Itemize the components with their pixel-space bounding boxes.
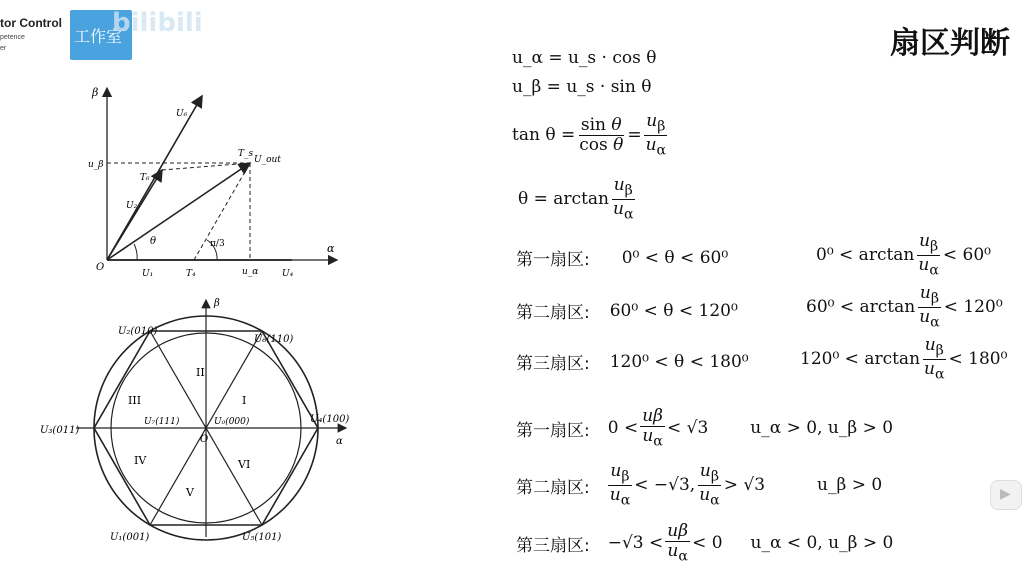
- u2-label: U₂: [126, 201, 138, 211]
- u2-vector-label: U₂(010): [118, 326, 158, 337]
- sector-6-label: VI: [238, 458, 251, 471]
- arctan-range-fraction: $\frac{u_\beta}{u_\alpha}$: [918, 231, 939, 279]
- ualpha-label: u_α: [242, 267, 259, 277]
- sector-theta-row-1: [516, 245, 728, 270]
- arctan-fraction: $\frac{u_\beta}{u_\alpha}$: [613, 175, 634, 223]
- arctan-left: 0⁰ < arctan: [816, 245, 915, 266]
- sector-1-label: I: [242, 394, 247, 407]
- bilibili-watermark: bilibili: [112, 8, 203, 38]
- sector-label: 第二扇区:: [516, 477, 590, 498]
- u4-label: U₄: [282, 269, 294, 279]
- sector-5-label: V: [186, 486, 194, 499]
- ubeta-label: u_β: [88, 160, 104, 170]
- arctan-range-3: [800, 336, 1007, 383]
- theta-range: 120⁰ < θ < 180⁰: [609, 351, 749, 372]
- ratio-fraction: $\frac{u_\beta}{u_\alpha}$: [609, 461, 631, 509]
- arctan-range-fraction: $\frac{u_\beta}{u_\alpha}$: [924, 335, 945, 383]
- ratio-left: 0 <: [607, 418, 639, 439]
- arctan-right: < 120⁰: [943, 297, 1003, 318]
- uout-label: U_out: [254, 155, 281, 165]
- u1-vector-label: U₁(001): [110, 532, 150, 543]
- arctan-left: 120⁰ < arctan: [800, 349, 921, 370]
- play-icon: ▶: [1000, 486, 1011, 502]
- formula-tan: tan θ = $\frac{\text{sin θ}}{\text{cos θ}}$ = $\frac{u_\beta}{u_\alpha}$: [512, 111, 667, 159]
- sector-label: 第三扇区:: [516, 535, 590, 556]
- theta-range: 60⁰ < θ < 120⁰: [609, 300, 738, 321]
- t6-label: T₆: [140, 173, 150, 183]
- ratio-right: < √3: [666, 418, 709, 439]
- video-player-control[interactable]: [990, 480, 1022, 510]
- formula-ualpha: u_α = u_s · cos θ: [512, 48, 657, 68]
- ratio-right-2: > √3: [723, 475, 766, 496]
- formula-ubeta: u_β = u_s · sin θ: [512, 77, 652, 97]
- arctan-lhs: θ = arctan: [518, 189, 609, 210]
- ratio-right: < 0: [692, 533, 723, 554]
- u5-vector-label: U₅(101): [242, 532, 282, 543]
- origin-label-2: O: [200, 434, 209, 445]
- uout-vector: [107, 163, 250, 260]
- logo-subtext-2: er: [0, 45, 7, 52]
- ratio-condition: u_α > 0, u_β > 0: [750, 418, 894, 439]
- sector-label: 第二扇区:: [516, 303, 590, 323]
- sector-label: 第一扇区:: [516, 250, 590, 270]
- t6-dash: [162, 163, 250, 170]
- ratio-fraction: $\frac{u\beta}{u_\alpha}$: [642, 406, 663, 450]
- ratio-left: −√3 <: [607, 533, 664, 554]
- arctan-range-1: [816, 232, 991, 279]
- u3-vector-label: U₃(011): [40, 425, 80, 436]
- sector-3-label: III: [128, 394, 142, 407]
- ts-label: T_s: [238, 149, 254, 159]
- t4-label: T₄: [186, 269, 196, 279]
- ratio-condition: u_β > 0: [817, 475, 883, 496]
- ub-ua-fraction: $\frac{u_\beta}{u_\alpha}$: [645, 111, 667, 159]
- origin-label: O: [96, 262, 105, 273]
- sector-label: 第三扇区:: [516, 354, 590, 374]
- arctan-left: 60⁰ < arctan: [806, 297, 916, 318]
- pi3-label: π/3: [210, 239, 225, 249]
- beta-label-2: β: [214, 298, 220, 309]
- theta-label: θ: [150, 236, 157, 247]
- logo-subtext: petence: [0, 34, 25, 41]
- ratio-fraction-2: $\frac{u_\beta}{u_\alpha}$: [699, 461, 720, 509]
- sector-ratio-row-3: [516, 522, 893, 565]
- sector-theta-row-2: [516, 298, 738, 323]
- logo-text: tor Control: [0, 16, 62, 30]
- alpha-label: α: [327, 242, 335, 255]
- page-title: 扇区判断: [890, 26, 1010, 61]
- u0-vector-label: U₀(000): [214, 417, 250, 427]
- u6-label: U₆: [176, 109, 188, 119]
- arctan-right: < 180⁰: [948, 349, 1008, 370]
- tan-lhs: tan θ =: [512, 125, 576, 146]
- alpha-label-2: α: [336, 436, 343, 447]
- ratio-right: < −√3,: [634, 475, 696, 496]
- arctan-range-fraction: $\frac{u_\beta}{u_\alpha}$: [919, 283, 940, 331]
- u1-label: U₁: [142, 269, 154, 279]
- sector-theta-row-3: [516, 349, 749, 374]
- sector-ratio-row-1: [516, 407, 893, 450]
- sin-cos-fraction: $\frac{\text{sin θ}}{\text{cos θ}}$: [579, 115, 624, 155]
- sector-4-label: IV: [134, 454, 147, 467]
- ratio-fraction: $\frac{u\beta}{u_\alpha}$: [667, 521, 689, 565]
- beta-label: β: [92, 86, 99, 99]
- sector-2-label: II: [196, 366, 205, 379]
- badge-text: 工作室: [74, 27, 123, 46]
- theta-range: 0⁰ < θ < 60⁰: [621, 247, 729, 268]
- ratio-condition: u_α < 0, u_β > 0: [750, 533, 894, 554]
- u4-vector-label: U₄(100): [310, 414, 350, 425]
- sector-hexagon-diagram: [36, 292, 356, 552]
- formula-arctan: [518, 176, 638, 223]
- sector-label: 第一扇区:: [516, 420, 590, 441]
- vector-decomposition-diagram: [82, 80, 342, 280]
- u6-vector-label: U₆(110): [254, 334, 294, 345]
- sector-ratio-row-2: [516, 462, 882, 509]
- theta-arc: [134, 244, 137, 260]
- u7-vector-label: U₇(111): [144, 417, 180, 427]
- arctan-range-2: [806, 284, 1003, 331]
- arctan-right: < 60⁰: [942, 245, 992, 266]
